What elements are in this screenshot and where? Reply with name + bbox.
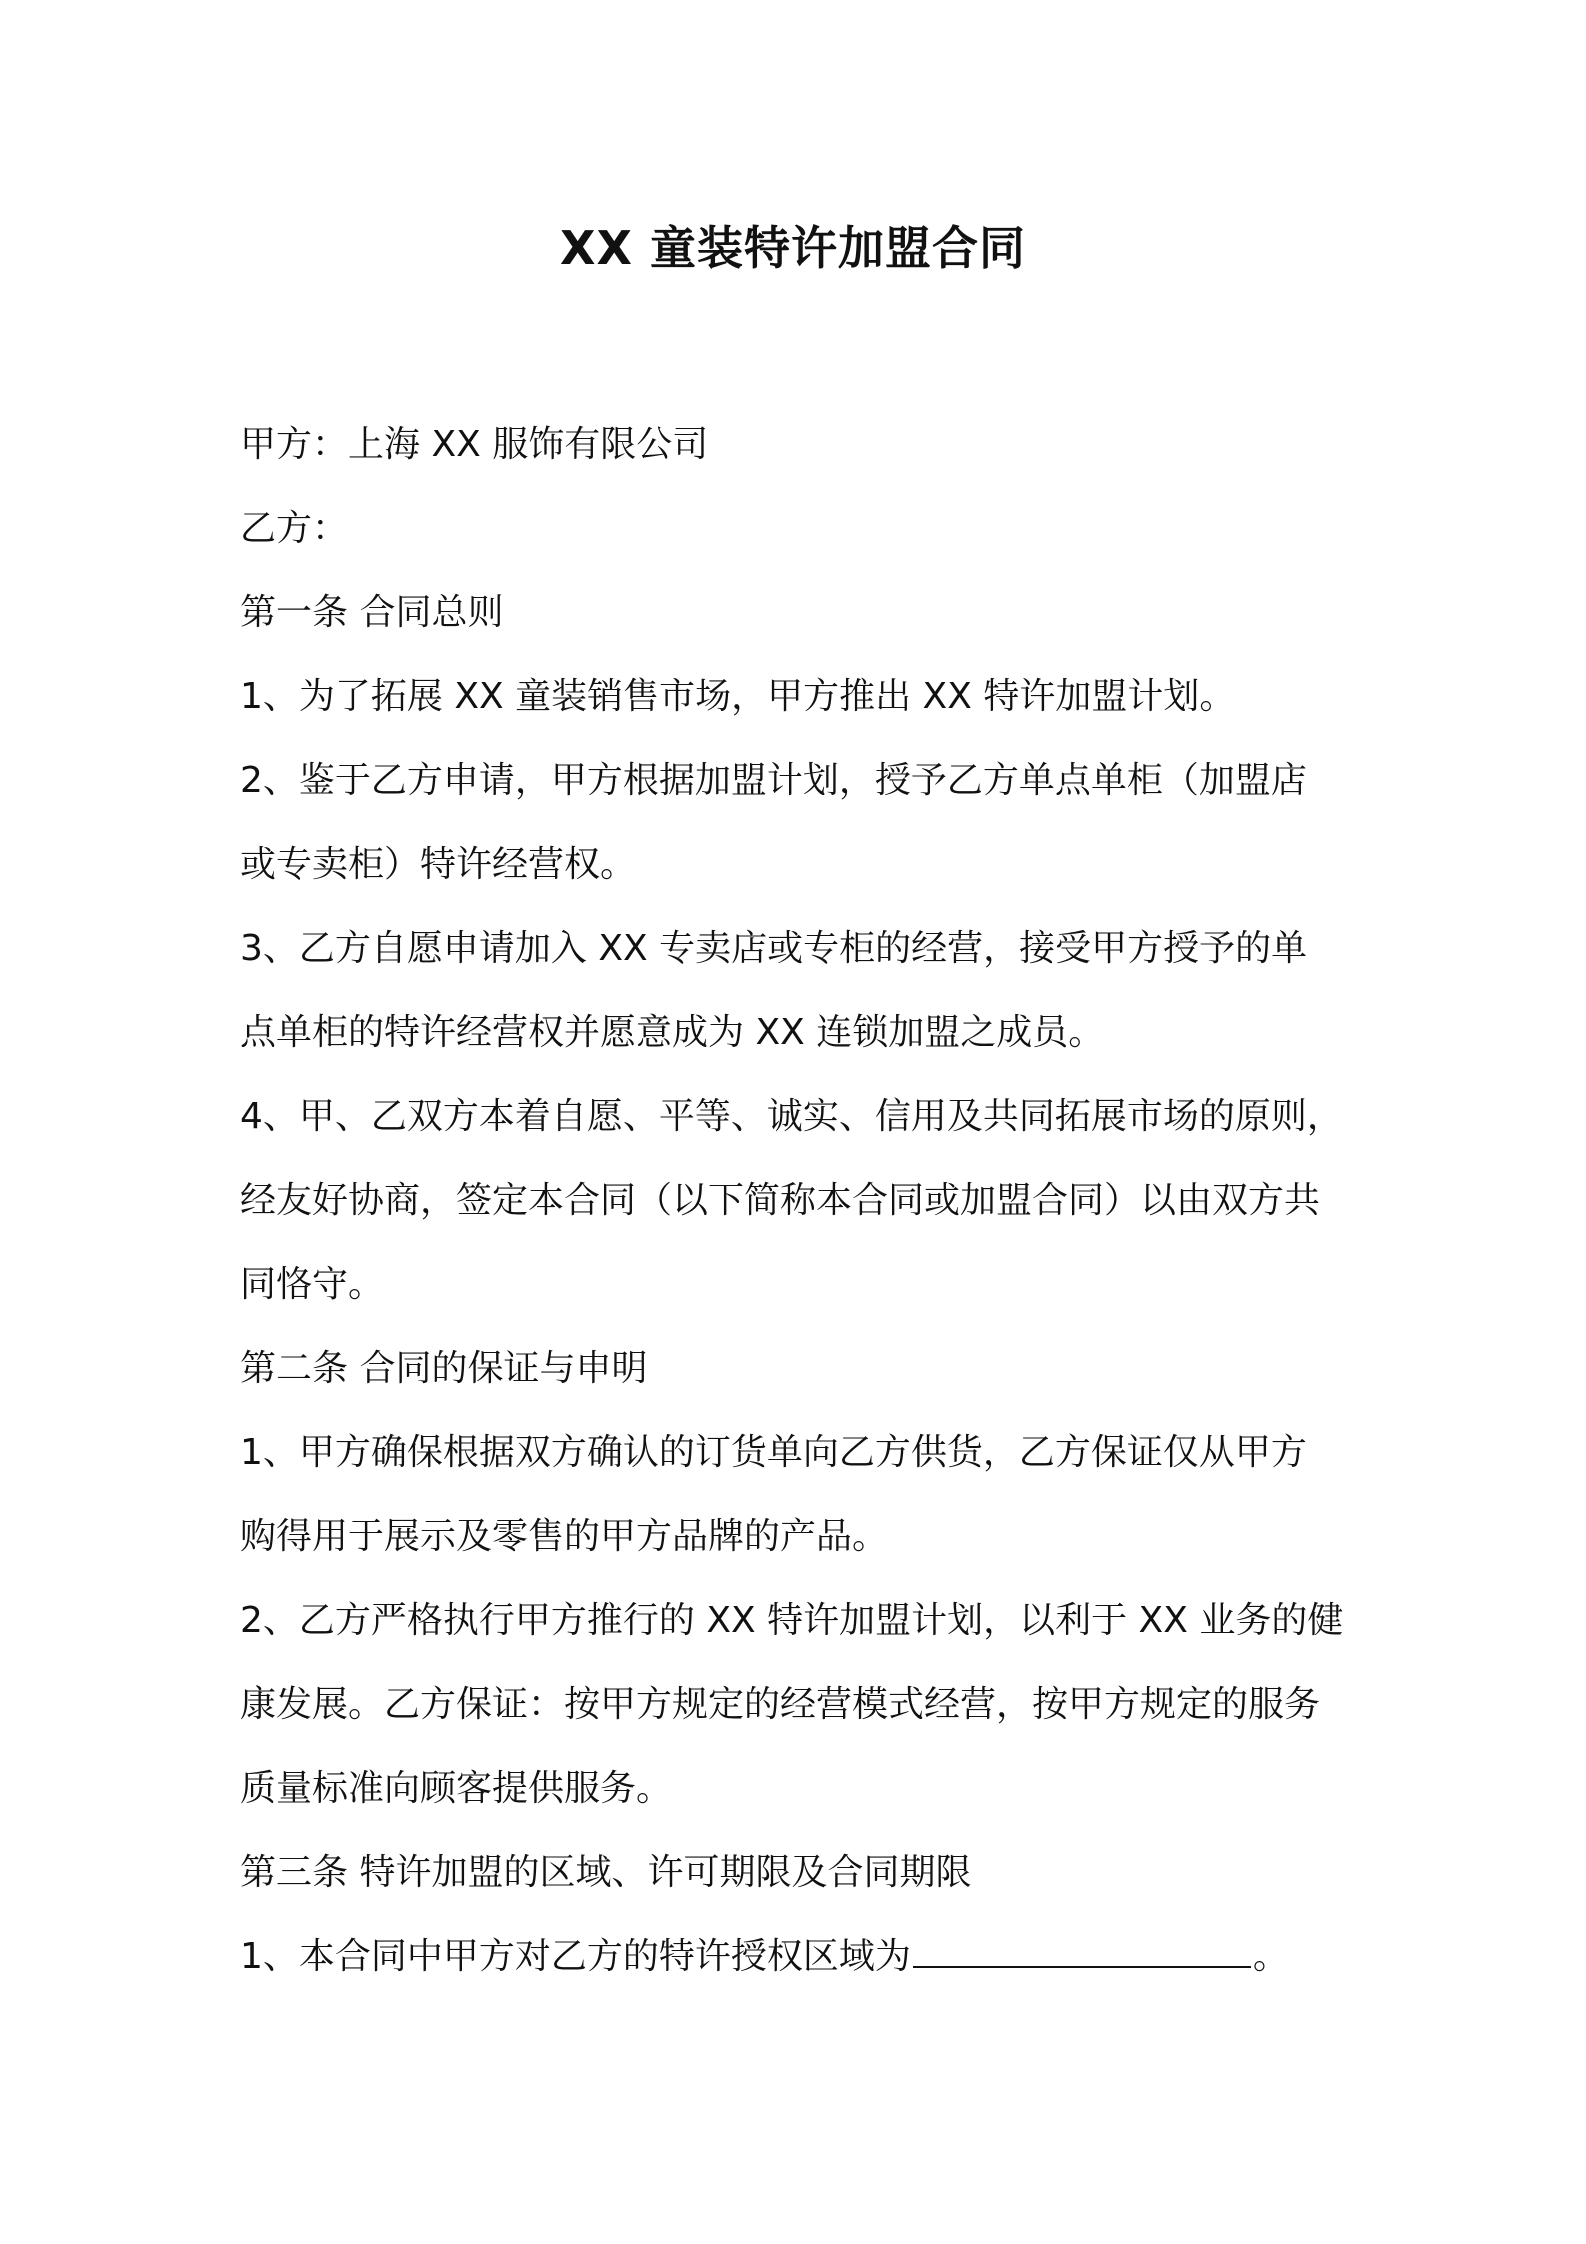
article-3-item-1-text: 1、本合同中甲方对乙方的特许授权区域为 xyxy=(240,1936,911,1977)
article-1-item-4-line-1: 4、甲、乙双方本着自愿、平等、诚实、信用及共同拓展市场的原则， xyxy=(240,1096,1343,1137)
article-2-header xyxy=(240,1327,1360,1411)
document-body xyxy=(240,403,1360,1999)
article-1-item-3-line-1: 3、乙方自愿申请加入 XX 专卖店或专柜的经营，接受甲方授予的单 xyxy=(240,928,1308,969)
article-1-heading: 合同总则 xyxy=(359,592,504,633)
article-1-item-1: 1、为了拓展 XX 童装销售市场，甲方推出 XX 特许加盟计划。 xyxy=(240,676,1236,717)
article-2-item-1-line-1: 1、甲方确保根据双方确认的订货单向乙方供货，乙方保证仅从甲方 xyxy=(240,1432,1307,1473)
article-2-item-2-line-3: 质量标准向顾客提供服务。 xyxy=(240,1768,673,1809)
article-1-header xyxy=(240,571,1360,655)
document-title: XX 童装特许加盟合同 xyxy=(560,221,1026,275)
party-a: 甲方：上海 XX 服饰有限公司 xyxy=(240,424,709,465)
article-3-item-1-end: 。 xyxy=(1252,1936,1289,1977)
article-1-item-2-line-1: 2、鉴于乙方申请，甲方根据加盟计划，授予乙方单点单柜（加盟店 xyxy=(240,760,1307,801)
article-2-heading: 合同的保证与申明 xyxy=(359,1348,648,1389)
article-1-item-3-line-2: 点单柜的特许经营权并愿意成为 XX 连锁加盟之成员。 xyxy=(240,1012,1105,1053)
article-2-item-2-line-1: 2、乙方严格执行甲方推行的 XX 特许加盟计划，以利于 XX 业务的健 xyxy=(240,1600,1344,1641)
article-1-item-4-line-2: 经友好协商，签定本合同（以下简称本合同或加盟合同）以由双方共 xyxy=(240,1180,1321,1221)
article-3-header xyxy=(240,1831,1360,1915)
territory-blank-field[interactable] xyxy=(913,1938,1251,1968)
article-1-number: 第一条 xyxy=(240,592,349,633)
article-2-item-1-line-2: 购得用于展示及零售的甲方品牌的产品。 xyxy=(240,1516,889,1557)
article-1-item-4-line-3: 同恪守。 xyxy=(240,1264,385,1305)
article-3-item-1 xyxy=(240,1915,1360,1999)
article-3-number: 第三条 xyxy=(240,1852,349,1893)
article-3-heading: 特许加盟的区域、许可期限及合同期限 xyxy=(359,1852,972,1893)
article-1-item-2-line-2: 或专卖柜）特许经营权。 xyxy=(240,844,637,885)
party-b: 乙方： xyxy=(240,508,349,549)
article-2-number: 第二条 xyxy=(240,1348,349,1389)
article-2-item-2-line-2: 康发展。乙方保证：按甲方规定的经营模式经营，按甲方规定的服务 xyxy=(240,1684,1321,1725)
